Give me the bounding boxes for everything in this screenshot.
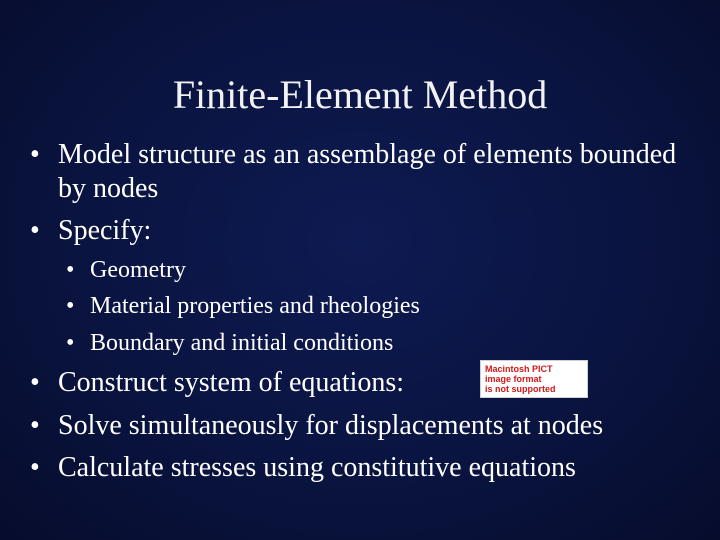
sub-bullet-text: Geometry	[90, 257, 186, 283]
placeholder-line: Macintosh PICT	[485, 364, 553, 374]
bullet-text: Specify:	[58, 215, 152, 246]
sub-bullet-text: Material properties and rheologies	[90, 293, 420, 319]
bullet-text: Construct system of equations:	[58, 367, 405, 398]
bullet-specify	[30, 214, 700, 248]
bullet-construct-system	[30, 366, 700, 400]
bullet-calculate-stresses	[30, 451, 700, 485]
sub-bullet-marker: •	[66, 293, 75, 319]
sub-bullet-marker: •	[66, 330, 75, 356]
sub-bullet-geometry	[66, 255, 686, 285]
unsupported-image-placeholder	[480, 360, 588, 398]
bullet-solve	[30, 409, 700, 443]
bullet-marker: •	[30, 139, 40, 170]
placeholder-line: is not supported	[485, 384, 556, 394]
bullet-marker: •	[30, 367, 40, 398]
bullet-text: Solve simultaneously for displacements at nodes	[58, 410, 604, 441]
bullet-marker: •	[30, 452, 40, 483]
sub-bullet-boundary	[66, 328, 686, 358]
bullet-text: Model structure as an assemblage of elements bounded by nodes	[58, 139, 677, 204]
slide-title: Finite-Element Method	[172, 72, 548, 117]
sub-bullet-text: Boundary and initial conditions	[90, 330, 394, 356]
sub-bullet-material	[66, 291, 686, 321]
bullet-text: Calculate stresses using constitutive equations	[58, 452, 576, 483]
bullet-marker: •	[30, 215, 40, 246]
bullet-marker: •	[30, 410, 40, 441]
placeholder-line: image format	[485, 374, 542, 384]
sub-bullet-marker: •	[66, 257, 75, 283]
bullet-model-structure	[30, 138, 700, 206]
